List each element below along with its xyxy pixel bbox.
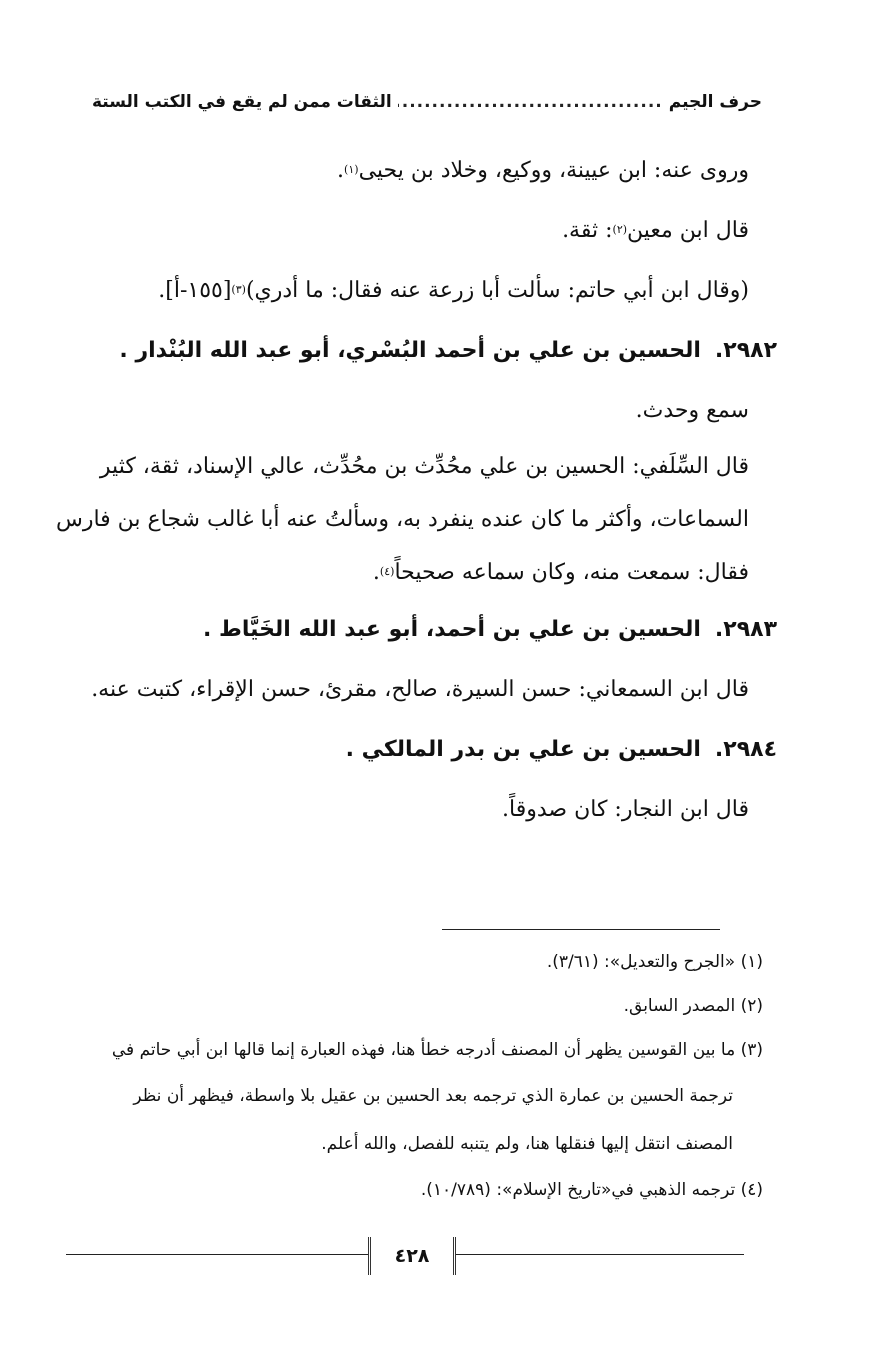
chapter-title: حرف الجيم <box>668 92 762 112</box>
footnote-4: (٤) ترجمه الذهبي في«تاريخ الإسلام»: (١٠/٧٨٩). <box>420 1180 763 1200</box>
entry-number: ٢٩٨٢. <box>714 337 777 363</box>
text-line: قال السِّلَفي: الحسين بن علي محُدِّث بن محُدِّث، عالي الإسناد، ثقة، كثير <box>99 454 749 479</box>
paragraph <box>49 440 749 599</box>
body-text <box>55 140 777 839</box>
entry-number: ٢٩٨٣. <box>714 616 777 642</box>
text-line: قال ابن السمعاني: حسن السيرة، صالح، مقرئ، حسن الإقراء، كتبت عنه. <box>91 676 749 702</box>
footnote-divider <box>442 929 720 930</box>
footnote-2: (٢) المصدر السابق. <box>623 996 763 1016</box>
text-line: وروى عنه: ابن عيينة، ووكيع، وخلاد بن يحيى (١) . <box>337 157 749 183</box>
footnote-ref: (٢) <box>612 222 628 236</box>
footnote-3-cont: المصنف انتقل إليها فنقلها هنا، ولم يتنبه للفصل، والله أعلم. <box>321 1134 733 1154</box>
footnote-ref: (٣) <box>231 282 246 296</box>
footnote-3-cont: ترجمة الحسين بن عمارة الذي ترجمه بعد الحسين بن عقيل بلا واسطة، فيظهر أن نظر <box>133 1086 733 1106</box>
page-number: ٤٢٨ <box>368 1237 456 1275</box>
entry-heading-2982 <box>89 320 777 380</box>
text-line: قال ابن معين (٢) : ثقة. <box>562 217 749 243</box>
text-line: السماعات، وأكثر ما كان عنده ينفرد به، وسألتُ عنه أبا غالب شجاع بن فارس <box>55 507 749 532</box>
footnotes <box>53 940 763 1212</box>
running-head <box>92 86 762 118</box>
text-line: قال ابن النجار: كان صدوقاً. <box>502 796 749 822</box>
entry-number: ٢٩٨٤. <box>714 736 777 762</box>
text-line: (وقال ابن أبي حاتم: سألت أبا زرعة عنه فقال: ما أدري) (٣) [١٥٥-أ]. <box>158 277 749 303</box>
footnote-ref: (٤) <box>379 565 395 579</box>
leader-dots <box>398 92 663 112</box>
text-line: فقال: سمعت منه، وكان سماعه صحيحاً (٤) . <box>372 560 749 585</box>
entry-name: الحسين بن علي بن بدر المالكي . <box>345 736 701 762</box>
entry-name: الحسين بن علي بن أحمد البُسْري، أبو عبد الله البُنْدار . <box>119 337 701 363</box>
entry-heading-2983 <box>89 599 777 659</box>
text-line: سمع وحدث. <box>635 397 749 423</box>
footnote-1: (١) «الجرح والتعديل»: (٣/٦١). <box>546 952 763 972</box>
entry-heading-2984 <box>89 719 777 779</box>
entry-name: الحسين بن علي بن أحمد، أبو عبد الله الخَيَّاط . <box>203 616 701 642</box>
footnote-ref: (١) <box>344 162 359 176</box>
footnote-3: (٣) ما بين القوسين يظهر أن المصنف أدرجه خطأ هنا، فهذه العبارة إنما قالها ابن أبي حاتم في <box>111 1040 763 1060</box>
book-title: الثقات ممن لم يقع في الكتب الستة <box>92 92 392 112</box>
